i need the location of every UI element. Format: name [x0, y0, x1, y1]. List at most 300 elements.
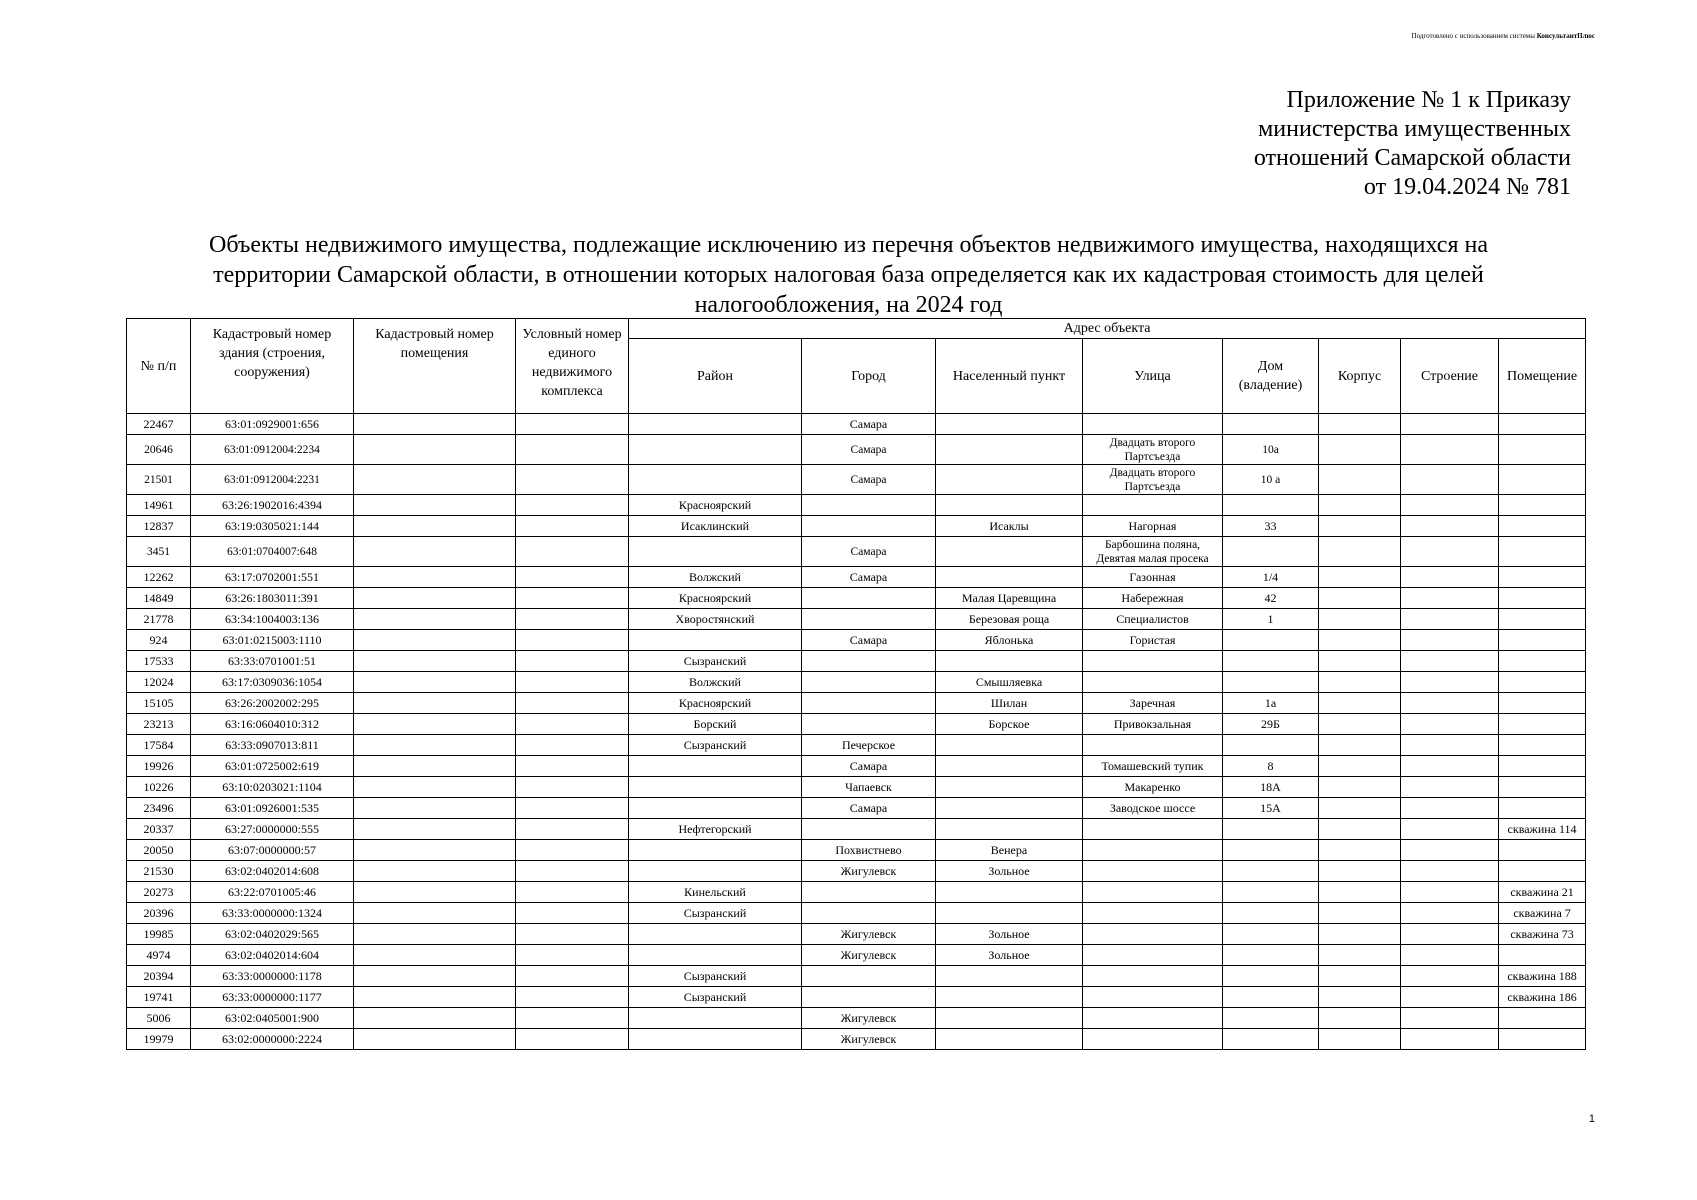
- cell-complex: [516, 966, 629, 987]
- cell-premises: [354, 672, 516, 693]
- cell-premises: [354, 882, 516, 903]
- cell-street: [1083, 414, 1223, 435]
- cell-city: Самара: [802, 435, 936, 465]
- cell-complex: [516, 672, 629, 693]
- cell-locality: [936, 987, 1083, 1008]
- cell-street: [1083, 987, 1223, 1008]
- cell-stroenie: [1401, 945, 1499, 966]
- cell-locality: Малая Царевщина: [936, 588, 1083, 609]
- cell-room: [1499, 609, 1586, 630]
- cell-building: 63:26:2002002:295: [191, 693, 354, 714]
- cell-city: [802, 693, 936, 714]
- cell-building: 63:02:0402014:608: [191, 861, 354, 882]
- cell-house: 10 а: [1223, 465, 1319, 495]
- cell-house: 8: [1223, 756, 1319, 777]
- cell-stroenie: [1401, 819, 1499, 840]
- table-row: [127, 672, 1586, 693]
- cell-building: 63:17:0309036:1054: [191, 672, 354, 693]
- cell-street: Заводское шоссе: [1083, 798, 1223, 819]
- cell-district: [629, 1008, 802, 1029]
- cell-locality: Шилан: [936, 693, 1083, 714]
- cell-house: [1223, 882, 1319, 903]
- cell-room: [1499, 588, 1586, 609]
- cell-district: Волжский: [629, 672, 802, 693]
- cell-korpus: [1319, 987, 1401, 1008]
- cell-stroenie: [1401, 567, 1499, 588]
- cell-num: 4974: [127, 945, 191, 966]
- cell-korpus: [1319, 609, 1401, 630]
- cell-street: Газонная: [1083, 567, 1223, 588]
- cell-room: [1499, 465, 1586, 495]
- cell-complex: [516, 414, 629, 435]
- cell-complex: [516, 435, 629, 465]
- cell-num: 20050: [127, 840, 191, 861]
- appendix-line: Приложение № 1 к Приказу: [1286, 87, 1571, 113]
- cell-premises: [354, 537, 516, 567]
- cell-house: [1223, 537, 1319, 567]
- cell-building: 63:10:0203021:1104: [191, 777, 354, 798]
- cell-complex: [516, 924, 629, 945]
- cell-korpus: [1319, 651, 1401, 672]
- cell-locality: [936, 882, 1083, 903]
- cell-complex: [516, 651, 629, 672]
- cell-num: 20394: [127, 966, 191, 987]
- cell-locality: [936, 903, 1083, 924]
- cell-korpus: [1319, 714, 1401, 735]
- cell-district: Кинельский: [629, 882, 802, 903]
- cell-num: 14849: [127, 588, 191, 609]
- cell-premises: [354, 798, 516, 819]
- cell-locality: [936, 819, 1083, 840]
- appendix-line: министерства имущественных: [1258, 116, 1571, 142]
- cell-stroenie: [1401, 1029, 1499, 1050]
- title-line: территории Самарской области, в отношении которых налоговая база определяется как их кадастровая стоимость для целей: [213, 262, 1484, 288]
- cell-street: [1083, 861, 1223, 882]
- cell-house: 29Б: [1223, 714, 1319, 735]
- cell-building: 63:01:0215003:1110: [191, 630, 354, 651]
- cell-building: 63:22:0701005:46: [191, 882, 354, 903]
- cell-premises: [354, 609, 516, 630]
- cell-district: [629, 1029, 802, 1050]
- cell-building: 63:33:0701001:51: [191, 651, 354, 672]
- cell-city: Жигулевск: [802, 1008, 936, 1029]
- cell-num: 20396: [127, 903, 191, 924]
- cell-num: 12024: [127, 672, 191, 693]
- cell-premises: [354, 693, 516, 714]
- cell-complex: [516, 777, 629, 798]
- cell-street: Гористая: [1083, 630, 1223, 651]
- cell-house: [1223, 414, 1319, 435]
- cell-num: 12262: [127, 567, 191, 588]
- cell-street: [1083, 651, 1223, 672]
- table-row: [127, 414, 1586, 435]
- table-row: [127, 924, 1586, 945]
- cell-building: 63:07:0000000:57: [191, 840, 354, 861]
- cell-room: [1499, 495, 1586, 516]
- table-row: [127, 903, 1586, 924]
- cell-complex: [516, 465, 629, 495]
- cell-num: 3451: [127, 537, 191, 567]
- header-street: Улица: [1083, 339, 1223, 414]
- header-complex-number: Условный номер единого недвижимого комплекса: [516, 319, 629, 414]
- cell-district: [629, 435, 802, 465]
- cell-district: Хворостянский: [629, 609, 802, 630]
- cell-street: [1083, 735, 1223, 756]
- cell-premises: [354, 630, 516, 651]
- cell-district: [629, 777, 802, 798]
- cell-house: [1223, 630, 1319, 651]
- header-premises-cadastral: Кадастровый номер помещения: [354, 319, 516, 414]
- cell-district: Сызранский: [629, 903, 802, 924]
- table-row: [127, 435, 1586, 465]
- cell-premises: [354, 714, 516, 735]
- cell-locality: [936, 756, 1083, 777]
- cell-room: [1499, 651, 1586, 672]
- table-row: [127, 1008, 1586, 1029]
- document-title: [150, 230, 1547, 320]
- cell-room: скважина 186: [1499, 987, 1586, 1008]
- appendix-line: отношений Самарской области: [1253, 145, 1571, 171]
- cell-premises: [354, 651, 516, 672]
- cell-street: [1083, 945, 1223, 966]
- cell-house: 1: [1223, 609, 1319, 630]
- source-note-prefix: Подготовлено с использованием системы: [1411, 32, 1535, 40]
- cell-premises: [354, 516, 516, 537]
- cell-complex: [516, 537, 629, 567]
- cell-korpus: [1319, 903, 1401, 924]
- cell-house: [1223, 903, 1319, 924]
- cell-city: [802, 819, 936, 840]
- cell-complex: [516, 693, 629, 714]
- cell-locality: [936, 435, 1083, 465]
- table-row: [127, 567, 1586, 588]
- cell-room: [1499, 693, 1586, 714]
- cell-room: [1499, 840, 1586, 861]
- cell-stroenie: [1401, 495, 1499, 516]
- cell-korpus: [1319, 1008, 1401, 1029]
- header-city: Город: [802, 339, 936, 414]
- cell-premises: [354, 861, 516, 882]
- cell-city: [802, 714, 936, 735]
- cell-locality: [936, 735, 1083, 756]
- cell-house: 33: [1223, 516, 1319, 537]
- cell-locality: [936, 537, 1083, 567]
- cell-district: [629, 798, 802, 819]
- cell-locality: [936, 966, 1083, 987]
- cell-korpus: [1319, 945, 1401, 966]
- cell-room: скважина 188: [1499, 966, 1586, 987]
- cell-city: [802, 651, 936, 672]
- table-row: [127, 714, 1586, 735]
- cell-korpus: [1319, 672, 1401, 693]
- table-body: [127, 414, 1586, 1050]
- cell-locality: Яблонька: [936, 630, 1083, 651]
- cell-district: [629, 756, 802, 777]
- cell-stroenie: [1401, 651, 1499, 672]
- cell-building: 63:26:1803011:391: [191, 588, 354, 609]
- cell-complex: [516, 1008, 629, 1029]
- cell-num: 19926: [127, 756, 191, 777]
- cell-korpus: [1319, 924, 1401, 945]
- cell-locality: Смышляевка: [936, 672, 1083, 693]
- cell-street: [1083, 672, 1223, 693]
- cell-korpus: [1319, 735, 1401, 756]
- cell-num: 15105: [127, 693, 191, 714]
- cell-house: [1223, 1029, 1319, 1050]
- cell-korpus: [1319, 882, 1401, 903]
- cell-building: 63:02:0000000:2224: [191, 1029, 354, 1050]
- cell-house: 1а: [1223, 693, 1319, 714]
- cell-room: [1499, 1029, 1586, 1050]
- cell-city: [802, 672, 936, 693]
- table-row: [127, 588, 1586, 609]
- cell-city: [802, 588, 936, 609]
- cell-stroenie: [1401, 1008, 1499, 1029]
- header-locality: Населенный пункт: [936, 339, 1083, 414]
- cell-korpus: [1319, 630, 1401, 651]
- cell-premises: [354, 756, 516, 777]
- cell-complex: [516, 1029, 629, 1050]
- cell-premises: [354, 777, 516, 798]
- cell-district: [629, 861, 802, 882]
- cell-city: Самара: [802, 567, 936, 588]
- cell-building: 63:33:0000000:1178: [191, 966, 354, 987]
- cell-premises: [354, 588, 516, 609]
- cell-district: Нефтегорский: [629, 819, 802, 840]
- cell-korpus: [1319, 516, 1401, 537]
- cell-complex: [516, 495, 629, 516]
- registry-table: [126, 318, 1586, 1050]
- cell-locality: [936, 567, 1083, 588]
- cell-korpus: [1319, 567, 1401, 588]
- cell-district: [629, 630, 802, 651]
- cell-street: [1083, 924, 1223, 945]
- cell-city: Чапаевск: [802, 777, 936, 798]
- table-row: [127, 693, 1586, 714]
- cell-city: Самара: [802, 414, 936, 435]
- cell-stroenie: [1401, 756, 1499, 777]
- cell-korpus: [1319, 435, 1401, 465]
- source-note: [1412, 32, 1595, 40]
- cell-room: [1499, 537, 1586, 567]
- cell-stroenie: [1401, 987, 1499, 1008]
- cell-building: 63:02:0402014:604: [191, 945, 354, 966]
- header-korpus: Корпус: [1319, 339, 1401, 414]
- cell-stroenie: [1401, 537, 1499, 567]
- cell-locality: [936, 777, 1083, 798]
- cell-street: Барбошина поляна, Девятая малая просека: [1083, 537, 1223, 567]
- cell-room: [1499, 414, 1586, 435]
- cell-num: 14961: [127, 495, 191, 516]
- cell-district: [629, 924, 802, 945]
- cell-num: 20273: [127, 882, 191, 903]
- title-line: налогообложения, на 2024 год: [694, 292, 1003, 318]
- cell-building: 63:01:0704007:648: [191, 537, 354, 567]
- table-row: [127, 495, 1586, 516]
- cell-city: Самара: [802, 756, 936, 777]
- cell-house: [1223, 819, 1319, 840]
- cell-premises: [354, 903, 516, 924]
- cell-house: 15А: [1223, 798, 1319, 819]
- cell-num: 22467: [127, 414, 191, 435]
- cell-district: Сызранский: [629, 735, 802, 756]
- cell-room: [1499, 756, 1586, 777]
- cell-korpus: [1319, 819, 1401, 840]
- table-row: [127, 735, 1586, 756]
- cell-street: [1083, 495, 1223, 516]
- cell-locality: [936, 1008, 1083, 1029]
- cell-premises: [354, 465, 516, 495]
- cell-num: 19979: [127, 1029, 191, 1050]
- header-stroenie: Строение: [1401, 339, 1499, 414]
- cell-house: [1223, 840, 1319, 861]
- cell-district: [629, 840, 802, 861]
- cell-city: [802, 609, 936, 630]
- header-building-cadastral: Кадастровый номер здания (строения, сооружения): [191, 319, 354, 414]
- cell-street: Нагорная: [1083, 516, 1223, 537]
- cell-complex: [516, 756, 629, 777]
- cell-room: скважина 7: [1499, 903, 1586, 924]
- cell-room: [1499, 861, 1586, 882]
- cell-locality: [936, 495, 1083, 516]
- cell-building: 63:02:0402029:565: [191, 924, 354, 945]
- cell-street: Привокзальная: [1083, 714, 1223, 735]
- cell-complex: [516, 609, 629, 630]
- cell-premises: [354, 966, 516, 987]
- cell-building: 63:27:0000000:555: [191, 819, 354, 840]
- cell-street: Двадцать второго Партсъезда: [1083, 465, 1223, 495]
- cell-street: [1083, 840, 1223, 861]
- cell-stroenie: [1401, 465, 1499, 495]
- cell-stroenie: [1401, 672, 1499, 693]
- cell-street: Специалистов: [1083, 609, 1223, 630]
- cell-building: 63:01:0912004:2231: [191, 465, 354, 495]
- cell-room: [1499, 798, 1586, 819]
- cell-district: Сызранский: [629, 966, 802, 987]
- cell-korpus: [1319, 966, 1401, 987]
- cell-stroenie: [1401, 861, 1499, 882]
- cell-building: 63:33:0000000:1177: [191, 987, 354, 1008]
- cell-locality: Венера: [936, 840, 1083, 861]
- cell-premises: [354, 924, 516, 945]
- cell-korpus: [1319, 414, 1401, 435]
- cell-locality: Зольное: [936, 945, 1083, 966]
- cell-building: 63:19:0305021:144: [191, 516, 354, 537]
- cell-room: [1499, 1008, 1586, 1029]
- cell-city: Самара: [802, 630, 936, 651]
- cell-house: [1223, 861, 1319, 882]
- cell-street: [1083, 882, 1223, 903]
- cell-locality: Зольное: [936, 924, 1083, 945]
- cell-house: 18А: [1223, 777, 1319, 798]
- table-row: [127, 840, 1586, 861]
- cell-city: Жигулевск: [802, 924, 936, 945]
- cell-stroenie: [1401, 588, 1499, 609]
- cell-building: 63:17:0702001:551: [191, 567, 354, 588]
- cell-korpus: [1319, 465, 1401, 495]
- cell-city: [802, 987, 936, 1008]
- cell-district: [629, 945, 802, 966]
- cell-num: 17584: [127, 735, 191, 756]
- cell-house: [1223, 966, 1319, 987]
- cell-complex: [516, 987, 629, 1008]
- table-row: [127, 516, 1586, 537]
- cell-korpus: [1319, 756, 1401, 777]
- page-number: 1: [1588, 1113, 1595, 1125]
- cell-korpus: [1319, 777, 1401, 798]
- cell-city: Самара: [802, 537, 936, 567]
- cell-building: 63:33:0000000:1324: [191, 903, 354, 924]
- cell-house: [1223, 924, 1319, 945]
- cell-room: [1499, 777, 1586, 798]
- cell-locality: Борское: [936, 714, 1083, 735]
- cell-room: [1499, 714, 1586, 735]
- cell-premises: [354, 435, 516, 465]
- cell-premises: [354, 1008, 516, 1029]
- table-row: [127, 819, 1586, 840]
- table-row: [127, 651, 1586, 672]
- cell-street: Томашевский тупик: [1083, 756, 1223, 777]
- cell-num: 924: [127, 630, 191, 651]
- cell-room: скважина 21: [1499, 882, 1586, 903]
- cell-house: [1223, 945, 1319, 966]
- cell-house: [1223, 735, 1319, 756]
- header-address: Адрес объекта: [629, 319, 1586, 339]
- title-line: Объекты недвижимого имущества, подлежащие исключению из перечня объектов недвижимого имущества, находящихся на: [209, 232, 1488, 258]
- cell-house: 10а: [1223, 435, 1319, 465]
- cell-district: Волжский: [629, 567, 802, 588]
- appendix-block: [1254, 86, 1571, 202]
- cell-city: Печерское: [802, 735, 936, 756]
- cell-locality: [936, 651, 1083, 672]
- table-row: [127, 756, 1586, 777]
- cell-district: [629, 537, 802, 567]
- cell-premises: [354, 495, 516, 516]
- cell-locality: [936, 465, 1083, 495]
- table-row: [127, 966, 1586, 987]
- cell-korpus: [1319, 495, 1401, 516]
- cell-complex: [516, 588, 629, 609]
- cell-complex: [516, 630, 629, 651]
- cell-stroenie: [1401, 630, 1499, 651]
- table-row: [127, 537, 1586, 567]
- cell-stroenie: [1401, 714, 1499, 735]
- cell-num: 20337: [127, 819, 191, 840]
- cell-house: [1223, 672, 1319, 693]
- cell-stroenie: [1401, 609, 1499, 630]
- cell-complex: [516, 567, 629, 588]
- table-row: [127, 630, 1586, 651]
- cell-district: Красноярский: [629, 495, 802, 516]
- cell-stroenie: [1401, 924, 1499, 945]
- cell-premises: [354, 1029, 516, 1050]
- table-row: [127, 609, 1586, 630]
- cell-premises: [354, 840, 516, 861]
- appendix-line: от 19.04.2024 № 781: [1363, 174, 1571, 200]
- cell-locality: [936, 1029, 1083, 1050]
- cell-complex: [516, 903, 629, 924]
- header-district: Район: [629, 339, 802, 414]
- cell-city: Жигулевск: [802, 945, 936, 966]
- cell-street: [1083, 1008, 1223, 1029]
- cell-korpus: [1319, 588, 1401, 609]
- cell-street: [1083, 966, 1223, 987]
- cell-num: 20646: [127, 435, 191, 465]
- cell-building: 63:34:1004003:136: [191, 609, 354, 630]
- header-house: Дом (владение): [1223, 339, 1319, 414]
- cell-building: 63:16:0604010:312: [191, 714, 354, 735]
- cell-stroenie: [1401, 882, 1499, 903]
